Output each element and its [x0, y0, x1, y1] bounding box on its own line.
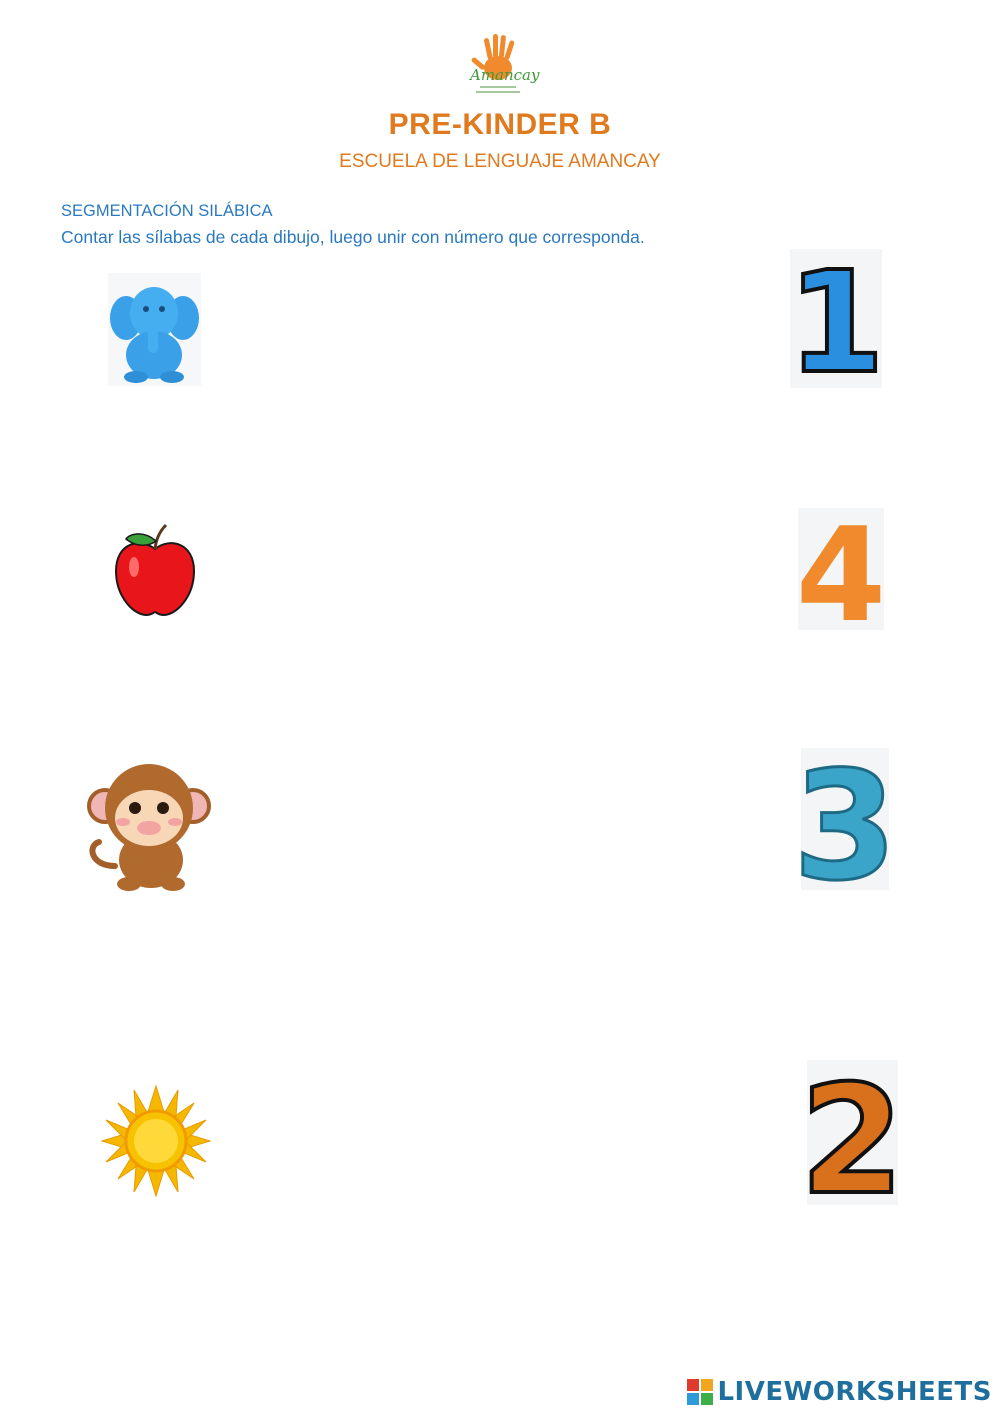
number-4-label: 4: [795, 499, 887, 651]
number-3-card[interactable]: [792, 740, 898, 914]
section-heading: SEGMENTACIÓN SILÁBICA: [61, 202, 273, 220]
sun-icon[interactable]: [92, 1078, 220, 1204]
number-4-card[interactable]: [795, 499, 887, 651]
number-2-card[interactable]: [799, 1054, 905, 1228]
apple-icon[interactable]: [112, 523, 198, 618]
number-3-label: 3: [792, 740, 898, 914]
number-2-label: 2: [799, 1054, 905, 1228]
instruction-text: Contar las sílabas de cada dibujo, luego unir con número que corresponda.: [61, 227, 645, 247]
brand-name: LIVEWORKSHEETS: [717, 1377, 992, 1407]
svg-text:Amancay: Amancay: [470, 66, 540, 84]
page-title: PRE-KINDER B: [388, 108, 612, 141]
liveworksheets-mark-icon: [687, 1379, 713, 1405]
liveworksheets-logo: [687, 1377, 992, 1407]
number-1-card[interactable]: [787, 242, 885, 405]
elephant-icon[interactable]: [108, 273, 201, 386]
monkey-icon[interactable]: [85, 756, 210, 892]
school-logo: [462, 30, 540, 102]
number-1-label: 1: [787, 242, 885, 405]
school-name: ESCUELA DE LENGUAJE AMANCAY: [339, 151, 661, 172]
